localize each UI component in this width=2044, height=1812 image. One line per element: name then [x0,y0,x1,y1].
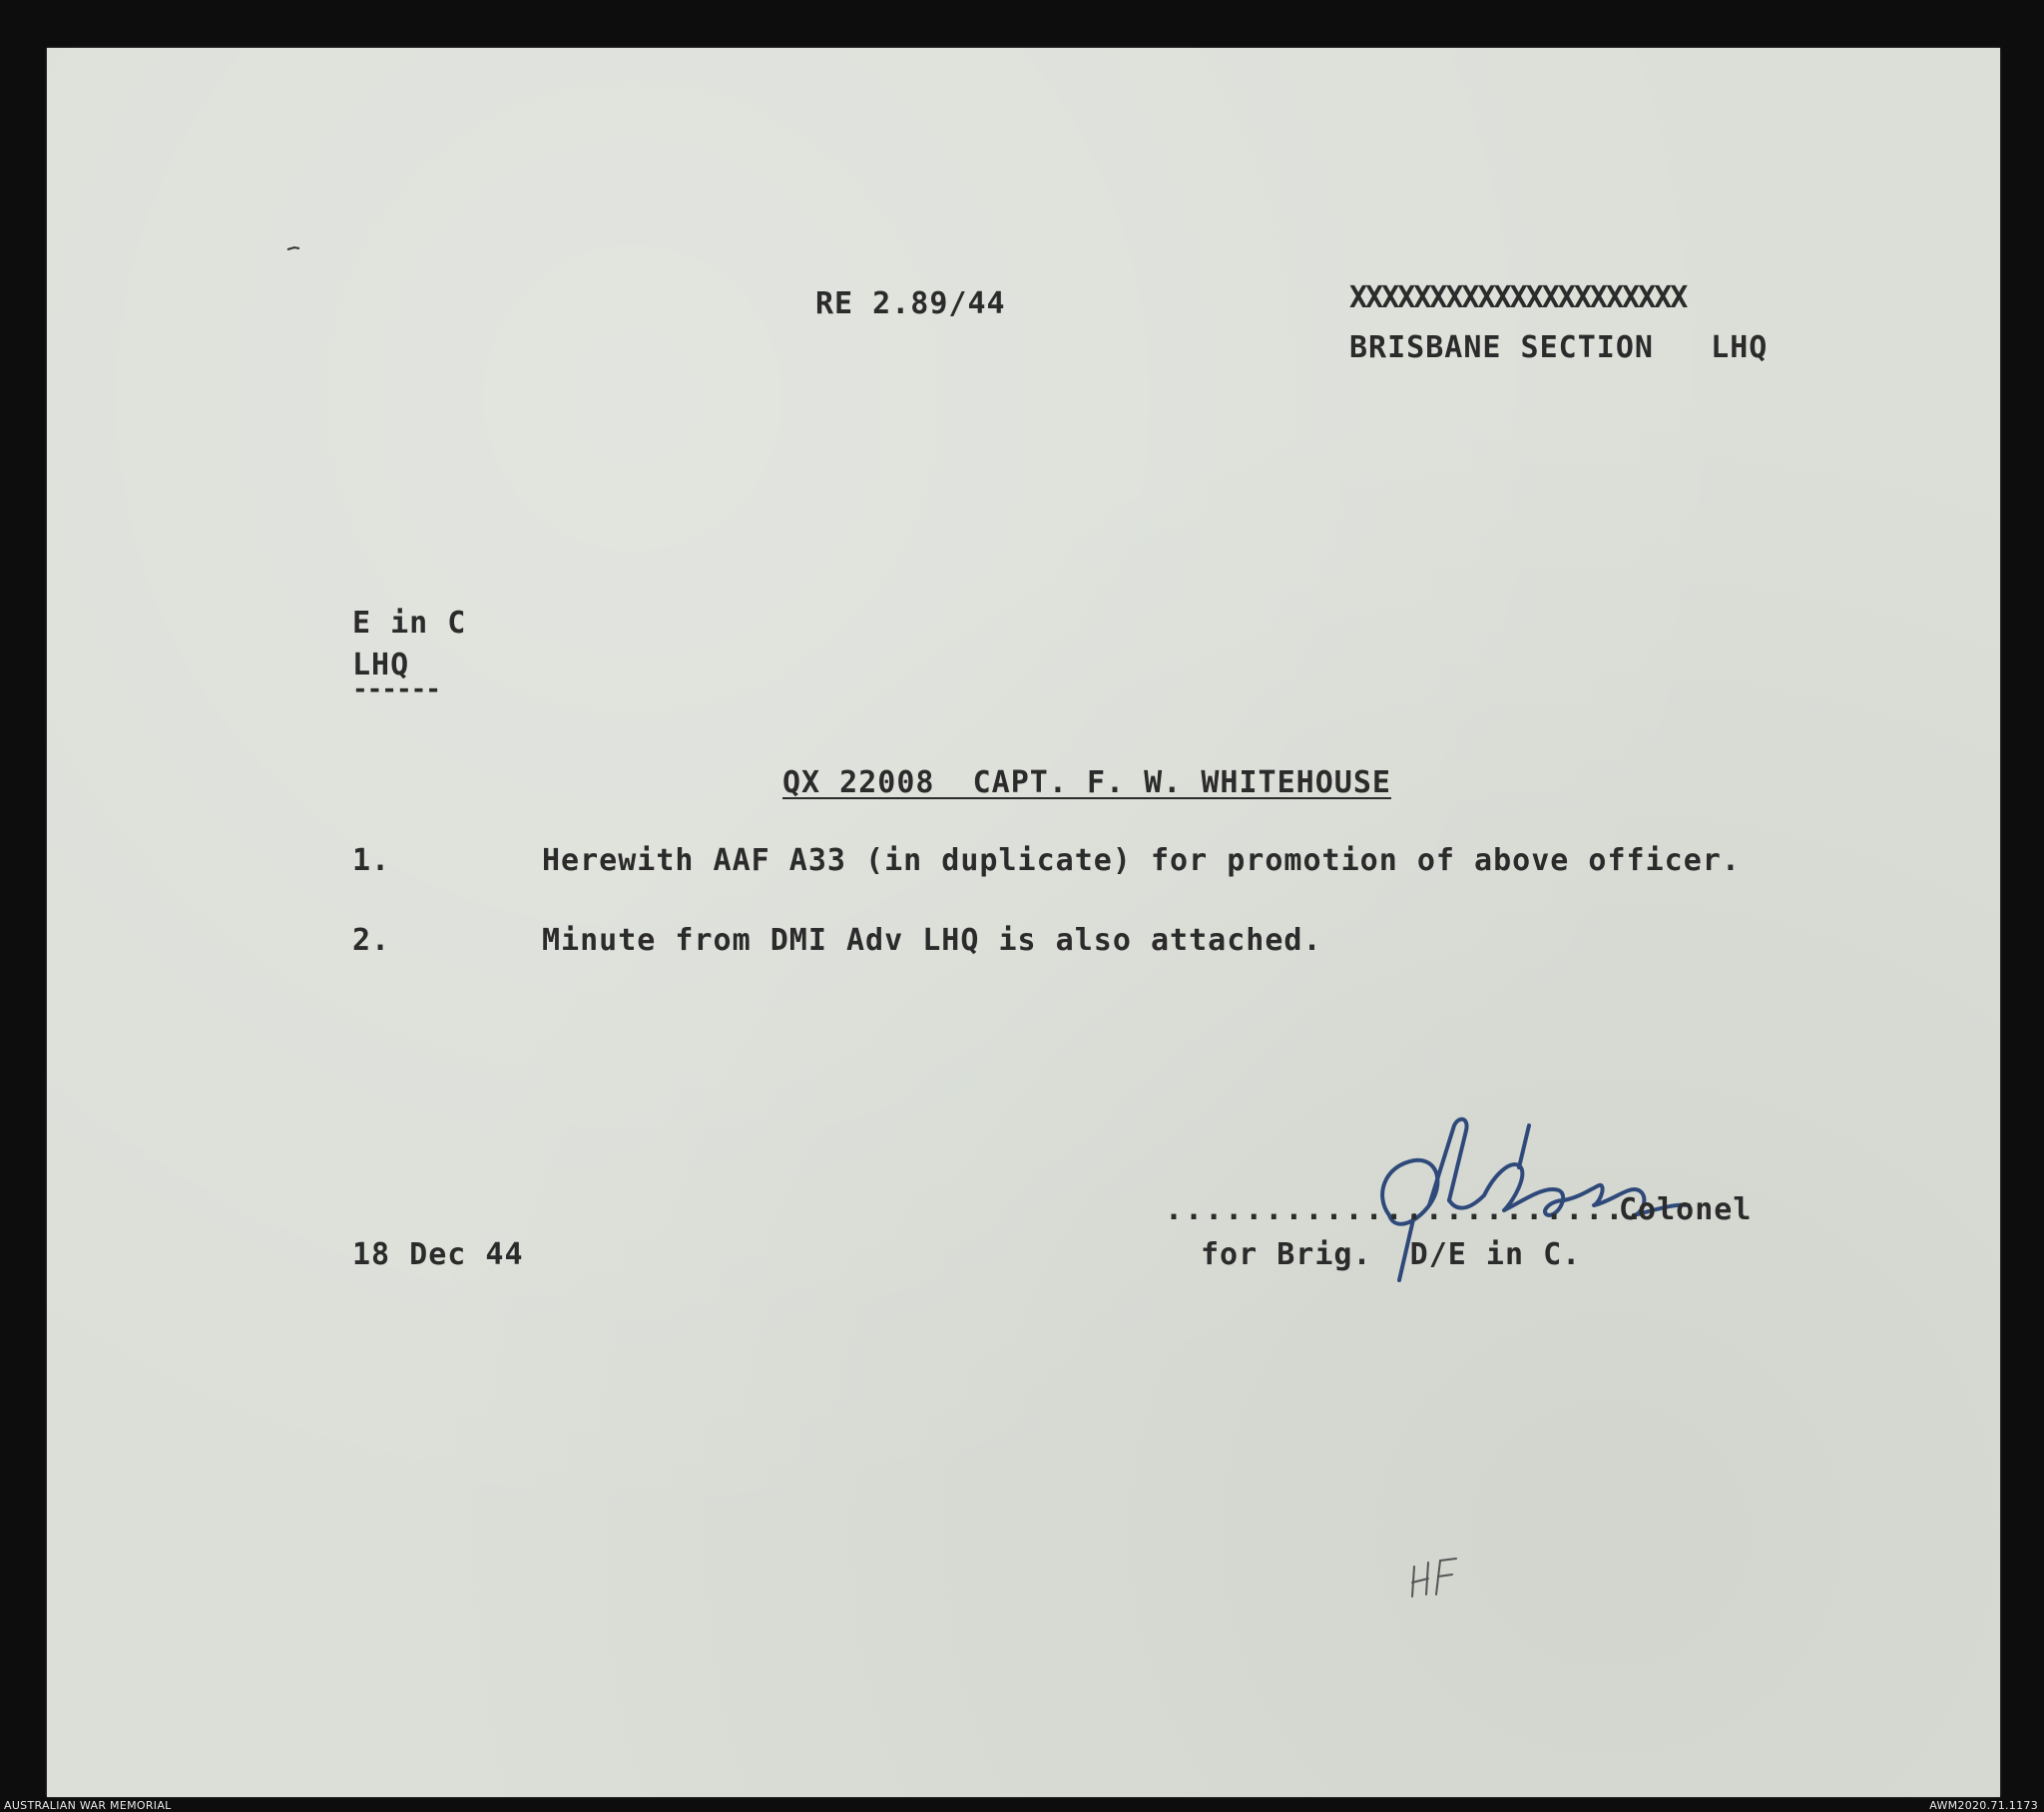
section-heading: BRISBANE SECTION LHQ [1349,330,1769,365]
ink-speck [286,245,300,251]
document-sheet [47,48,2000,1797]
reference-number: RE 2.89/44 [815,286,1006,321]
signatory-rank: Colonel [1619,1192,1753,1227]
paragraph-text: Herewith AAF A33 (in duplicate) for promotion of above officer. [542,843,1741,878]
paragraph-number: 2. [352,923,391,958]
struck-out-line: XXXXXXXXXXXXXXXXXXXXX [1349,280,1687,315]
addressee-line-2: LHQ [352,648,410,682]
signature-dots: ........................ [1165,1192,1646,1227]
addressee-rule: ------ [352,675,440,704]
footer-left: AUSTRALIAN WAR MEMORIAL [4,1799,172,1812]
signatory-for-line: for Brig. D/E in C. [1201,1237,1582,1272]
paragraph-text: Minute from DMI Adv LHQ is also attached. [542,923,1322,958]
subject-line: QX 22008 CAPT. F. W. WHITEHOUSE [782,765,1391,800]
footer-right: AWM2020.71.1173 [1929,1799,2038,1812]
document-date: 18 Dec 44 [352,1237,524,1272]
paragraph-number: 1. [352,843,391,878]
addressee-line-1: E in C [352,606,467,641]
handwritten-initials [1406,1555,1466,1604]
